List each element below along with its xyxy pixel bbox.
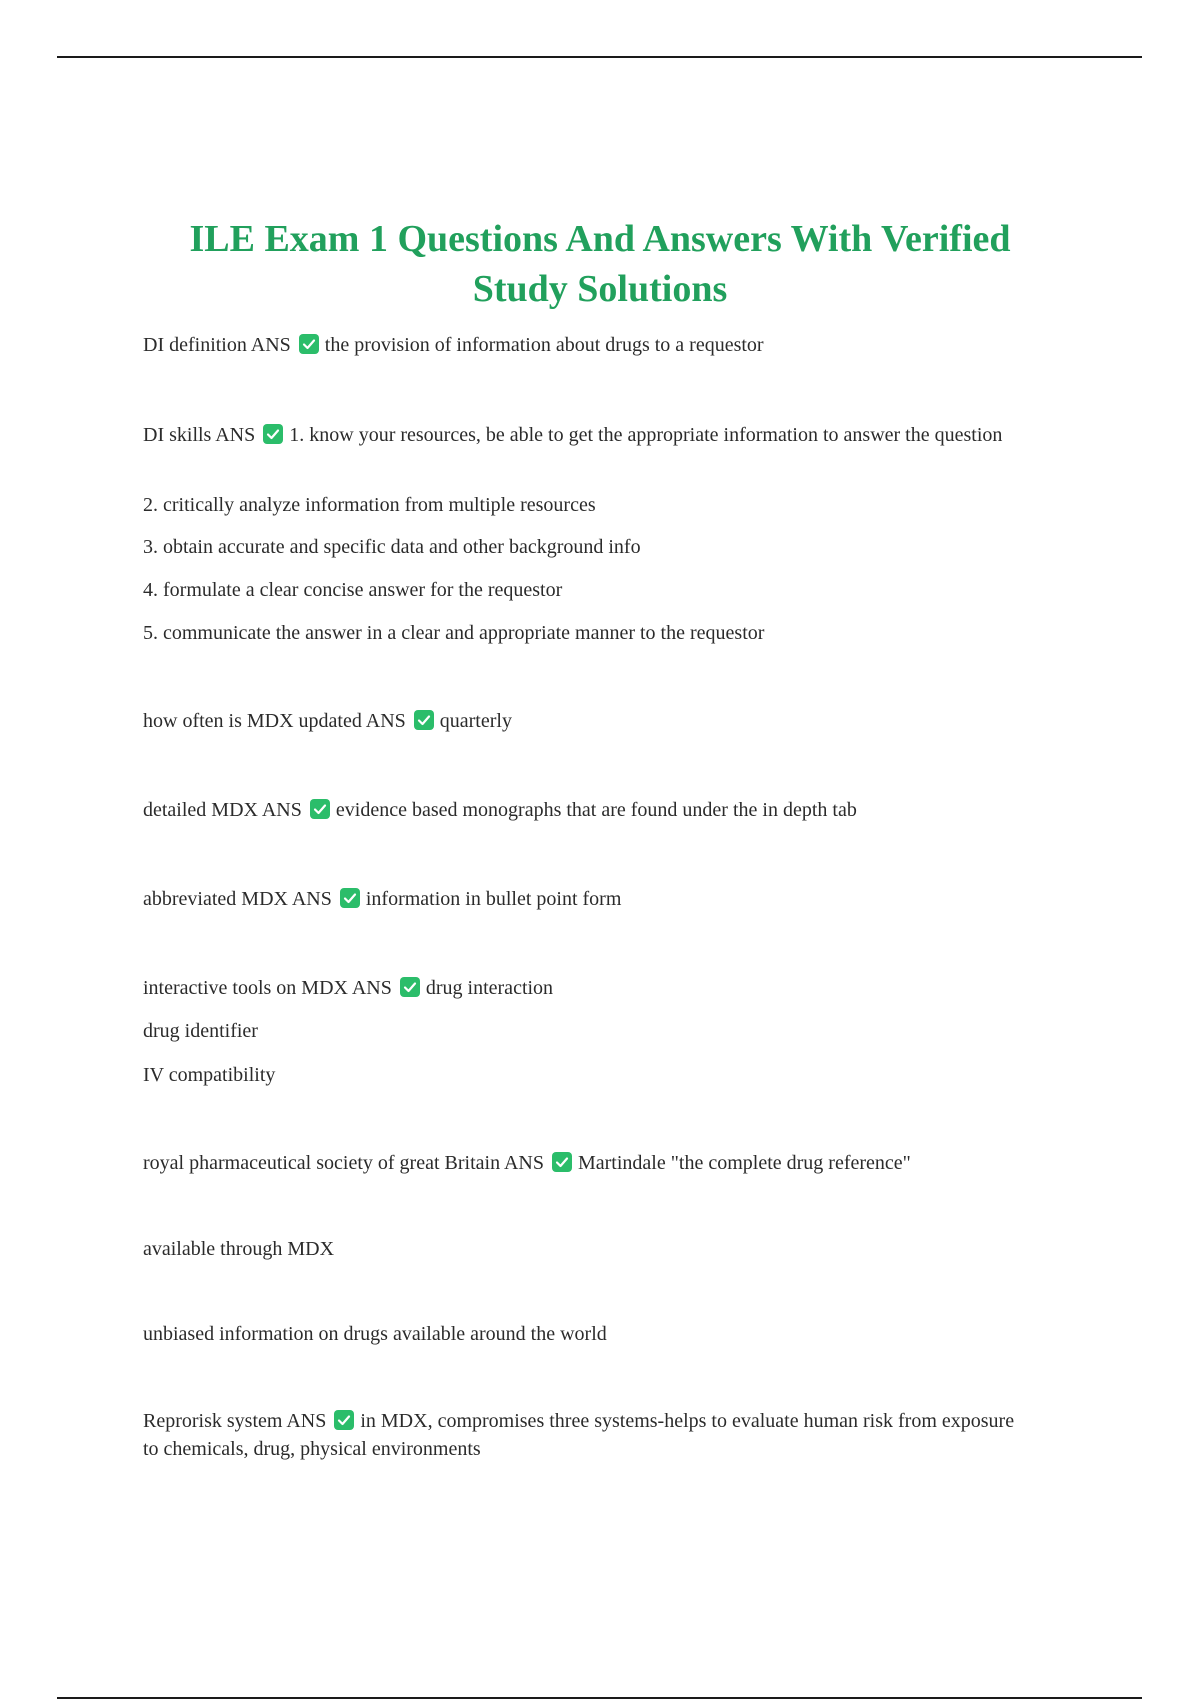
qa-entry [143, 1149, 1043, 1177]
answer-text: in MDX, compromises three systems-helps to evaluate human risk from exposure to chemicals, drug, physical environments [143, 1410, 1015, 1460]
answer-text: the provision of information about drugs to a requestor [324, 334, 764, 356]
answer-line: 4. formulate a clear concise answer for the requestor [143, 579, 563, 601]
answer-line: 5. communicate the answer in a clear and appropriate manner to the requestor [143, 622, 765, 644]
title-line-2: Study Solutions [472, 268, 728, 310]
green-check-icon [263, 424, 283, 444]
answer-line: 3. obtain accurate and specific data and other background info [143, 536, 641, 558]
question-text: interactive tools on MDX ANS [143, 977, 392, 999]
qa-entry [143, 796, 1043, 824]
qa-entry [143, 421, 1023, 449]
question-text: Reprorisk system ANS [143, 1410, 327, 1432]
answer-line: available through MDX [143, 1238, 335, 1260]
answer-line: drug identifier [143, 1020, 258, 1042]
green-check-icon [552, 1152, 572, 1172]
green-check-icon [334, 1410, 354, 1430]
answer-text: drug interaction [425, 977, 554, 999]
green-check-icon [299, 334, 319, 354]
qa-entry [143, 974, 1043, 1002]
question-text: DI definition ANS [143, 334, 291, 356]
question-text: abbreviated MDX ANS [143, 888, 332, 910]
qa-entry [143, 885, 1043, 913]
question-text: royal pharmaceutical society of great Britain ANS [143, 1152, 544, 1174]
page-title [100, 214, 1100, 314]
answer-line: IV compatibility [143, 1064, 276, 1086]
bottom-rule [57, 1697, 1142, 1699]
answer-line: unbiased information on drugs available around the world [143, 1323, 607, 1345]
top-rule [57, 56, 1142, 58]
question-text: detailed MDX ANS [143, 799, 302, 821]
green-check-icon [400, 977, 420, 997]
green-check-icon [340, 888, 360, 908]
green-check-icon [414, 710, 434, 730]
question-text: DI skills ANS [143, 424, 256, 446]
qa-entry [143, 331, 1043, 359]
question-text: how often is MDX updated ANS [143, 710, 406, 732]
green-check-icon [310, 799, 330, 819]
title-line-1: ILE Exam 1 Questions And Answers With Verified [189, 218, 1011, 260]
answer-text: quarterly [439, 710, 512, 732]
qa-entry [143, 707, 1043, 735]
answer-text: Martindale "the complete drug reference" [577, 1152, 911, 1174]
answer-text: 1. know your resources, be able to get the appropriate information to answer the question [289, 424, 1003, 446]
answer-text: evidence based monographs that are found under the in depth tab [335, 799, 857, 821]
qa-entry [143, 1407, 1023, 1463]
answer-text: information in bullet point form [365, 888, 622, 910]
answer-line: 2. critically analyze information from multiple resources [143, 494, 596, 516]
